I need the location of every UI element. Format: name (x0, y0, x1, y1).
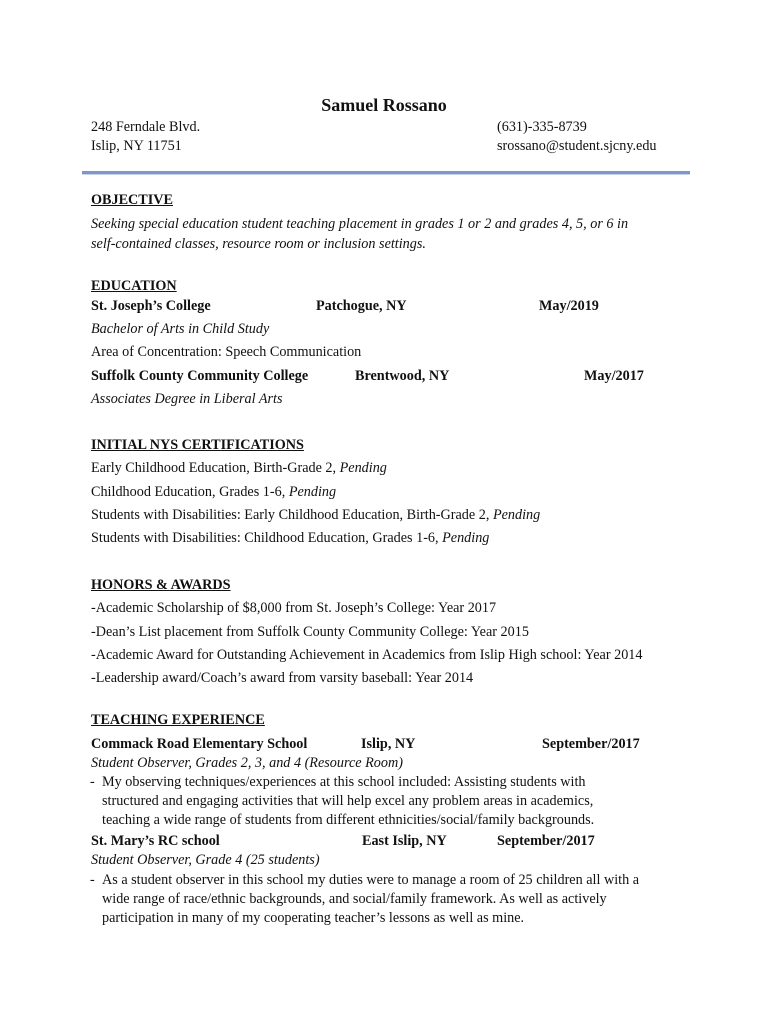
certification-text: Early Childhood Education, Birth-Grade 2, (91, 460, 340, 476)
objective-text-line-2: self-contained classes, resource room or inclusion settings. (91, 236, 426, 252)
header-divider (82, 171, 690, 175)
education-date-1: May/2019 (539, 298, 599, 314)
teaching-location-2: East Islip, NY (362, 833, 447, 849)
education-school-2: Suffolk County Community College (91, 368, 309, 384)
education-school-1: St. Joseph’s College (91, 298, 211, 314)
phone-number: (631)-335-8739 (497, 119, 587, 135)
teaching-role-1: Student Observer, Grades 2, 3, and 4 (Resource Room) (91, 755, 403, 771)
certification-status: Pending (288, 484, 337, 500)
education-concentration-1: Area of Concentration: Speech Communication (91, 344, 362, 360)
certification-item (91, 529, 489, 547)
education-location-1: Patchogue, NY (316, 298, 407, 314)
teaching-bullet-1-line-2: structured and engaging activities that will help excel any problem areas in academics, (102, 793, 594, 809)
teaching-school-2: St. Mary’s RC school (91, 833, 220, 849)
honor-item: -Dean’s List placement from Suffolk County Community College: Year 2015 (91, 624, 529, 640)
bullet-marker: - (90, 774, 95, 790)
address-line-1: 248 Ferndale Blvd. (91, 119, 201, 135)
certification-item (91, 483, 336, 501)
objective-text-line-1: Seeking special education student teaching placement in grades 1 or 2 and grades 4, 5, or 6 in (91, 216, 629, 232)
resume-name: Samuel Rossano (321, 95, 447, 115)
certification-status: Pending (339, 460, 387, 476)
teaching-bullet-1-line-3: teaching a wide range of students from different ethnicities/social/family backgrounds. (102, 812, 595, 828)
certification-item (91, 506, 540, 524)
certifications-heading: INITIAL NYS CERTIFICATIONS (91, 437, 304, 453)
education-date-2: May/2017 (584, 368, 644, 384)
teaching-school-1: Commack Road Elementary School (91, 736, 308, 752)
honor-item: -Academic Scholarship of $8,000 from St. Joseph’s College: Year 2017 (91, 600, 497, 616)
education-degree-2: Associates Degree in Liberal Arts (91, 391, 283, 407)
teaching-bullet-2-line-1: As a student observer in this school my duties were to manage a room of 25 children all with a (102, 872, 640, 888)
certification-text: Students with Disabilities: Early Childhood Education, Birth-Grade 2, (91, 507, 493, 523)
teaching-date-1: September/2017 (542, 736, 640, 752)
objective-heading: OBJECTIVE (91, 192, 173, 208)
certification-text: Childhood Education, Grades 1-6, (91, 484, 289, 500)
certification-item (91, 459, 387, 477)
teaching-bullet-2-line-3: participation in many of my cooperating teacher’s lessons as well as mine. (102, 910, 525, 926)
teaching-location-1: Islip, NY (361, 736, 416, 752)
teaching-date-2: September/2017 (497, 833, 595, 849)
teaching-bullet-1-line-1: My observing techniques/experiences at this school included: Assisting students with (102, 774, 586, 790)
honors-heading: HONORS & AWARDS (91, 577, 231, 593)
teaching-heading: TEACHING EXPERIENCE (91, 712, 265, 728)
bullet-marker: - (90, 872, 95, 888)
certification-status: Pending (492, 507, 541, 523)
certification-text: Students with Disabilities: Childhood Education, Grades 1-6, (91, 530, 443, 546)
education-degree-1: Bachelor of Arts in Child Study (91, 321, 270, 337)
education-location-2: Brentwood, NY (355, 368, 450, 384)
honor-item: -Academic Award for Outstanding Achievement in Academics from Islip High school: Year 2014 (91, 647, 643, 663)
email-address: srossano@student.sjcny.edu (497, 138, 657, 154)
address-line-2: Islip, NY 11751 (91, 138, 182, 154)
certification-status: Pending (442, 530, 490, 546)
teaching-bullet-2-line-2: wide range of race/ethnic backgrounds, and social/family framework. As well as actively (102, 891, 607, 907)
teaching-role-2: Student Observer, Grade 4 (25 students) (91, 852, 320, 868)
education-heading: EDUCATION (91, 278, 177, 294)
honor-item: -Leadership award/Coach’s award from varsity baseball: Year 2014 (91, 670, 474, 686)
